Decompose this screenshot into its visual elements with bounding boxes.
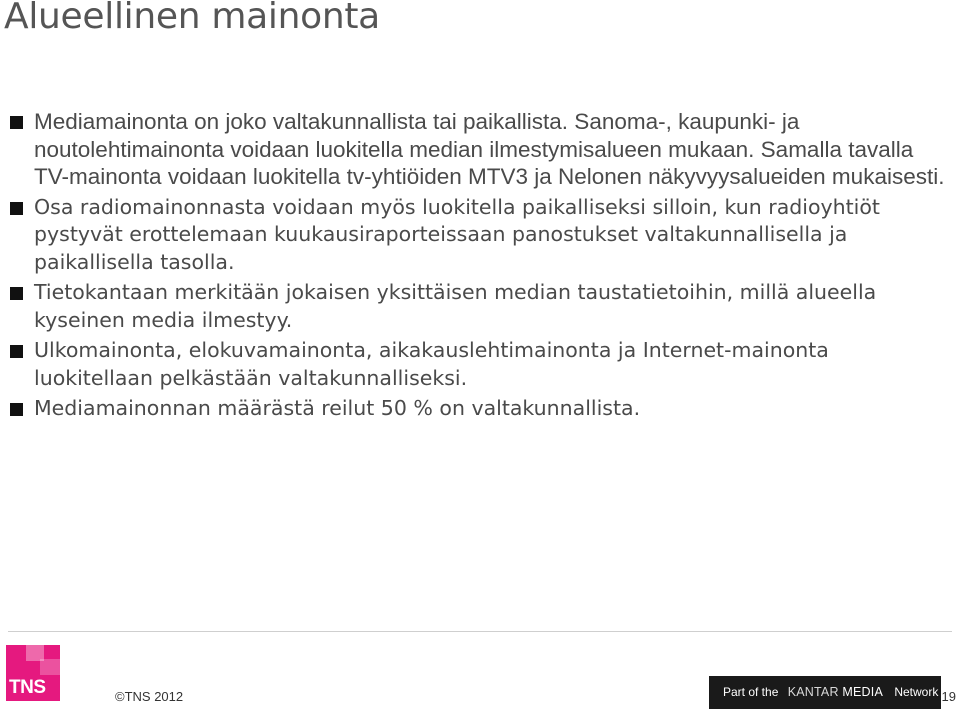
slide-title: Alueellinen mainonta — [4, 0, 380, 37]
tns-logo — [6, 645, 60, 701]
square-bullet-icon — [10, 116, 23, 129]
bullet-text: Mediamainonnan määrästä reilut 50 % on valtakunnallista. — [34, 396, 641, 420]
bullet-text: Tietokantaan merkitään jokaisen yksittäisen median taustatietoihin, millä alueella kyseinen media ilmestyy. — [34, 280, 877, 332]
square-bullet-icon — [10, 202, 23, 215]
kantar-brand-word: KANTAR — [787, 685, 839, 699]
copyright-text: ©TNS 2012 — [115, 689, 184, 704]
square-bullet-icon — [10, 345, 23, 358]
logo-square-decoration — [40, 659, 60, 675]
bullet-item — [8, 279, 953, 334]
bullet-item — [8, 194, 953, 277]
bullet-text: Osa radiomainonnasta voidaan myös luokitella paikalliseksi silloin, kun radioyhtiöt pystyvät erottelemaan kuukausiraporteissaan panostukset valtakunnallisella ja paikallisella tasolla. — [34, 194, 880, 274]
kantar-part-label: Part of the — [723, 685, 779, 699]
kantar-network-badge — [709, 676, 941, 709]
bullet-item — [8, 395, 953, 423]
square-bullet-icon — [10, 287, 23, 300]
logo-text: TNS — [9, 677, 46, 698]
bullet-text: Mediamainonta on joko valtakunnallista tai paikallista. Sanoma-, kaupunki- ja noutolehtimainonta voidaan luokitella median ilmestymisalueen mukaan. Samalla tavalla TV-mainonta voidaan luokitella tv-yhtiöiden MTV3 ja Nelonen näkyvyysalueiden mukaisesti. — [34, 109, 945, 189]
footer-divider — [8, 631, 952, 632]
page-number: 19 — [941, 689, 956, 704]
bullet-list — [8, 108, 953, 426]
kantar-media-word: MEDIA — [842, 685, 883, 699]
bullet-item — [8, 108, 953, 191]
square-bullet-icon — [10, 403, 23, 416]
kantar-network-label: Network — [894, 685, 939, 699]
kantar-brand — [788, 676, 883, 709]
bullet-text: Ulkomainonta, elokuvamainonta, aikakauslehtimainonta ja Internet-mainonta luokitellaan pelkästään valtakunnalliseksi. — [34, 338, 829, 390]
bullet-item — [8, 337, 953, 392]
